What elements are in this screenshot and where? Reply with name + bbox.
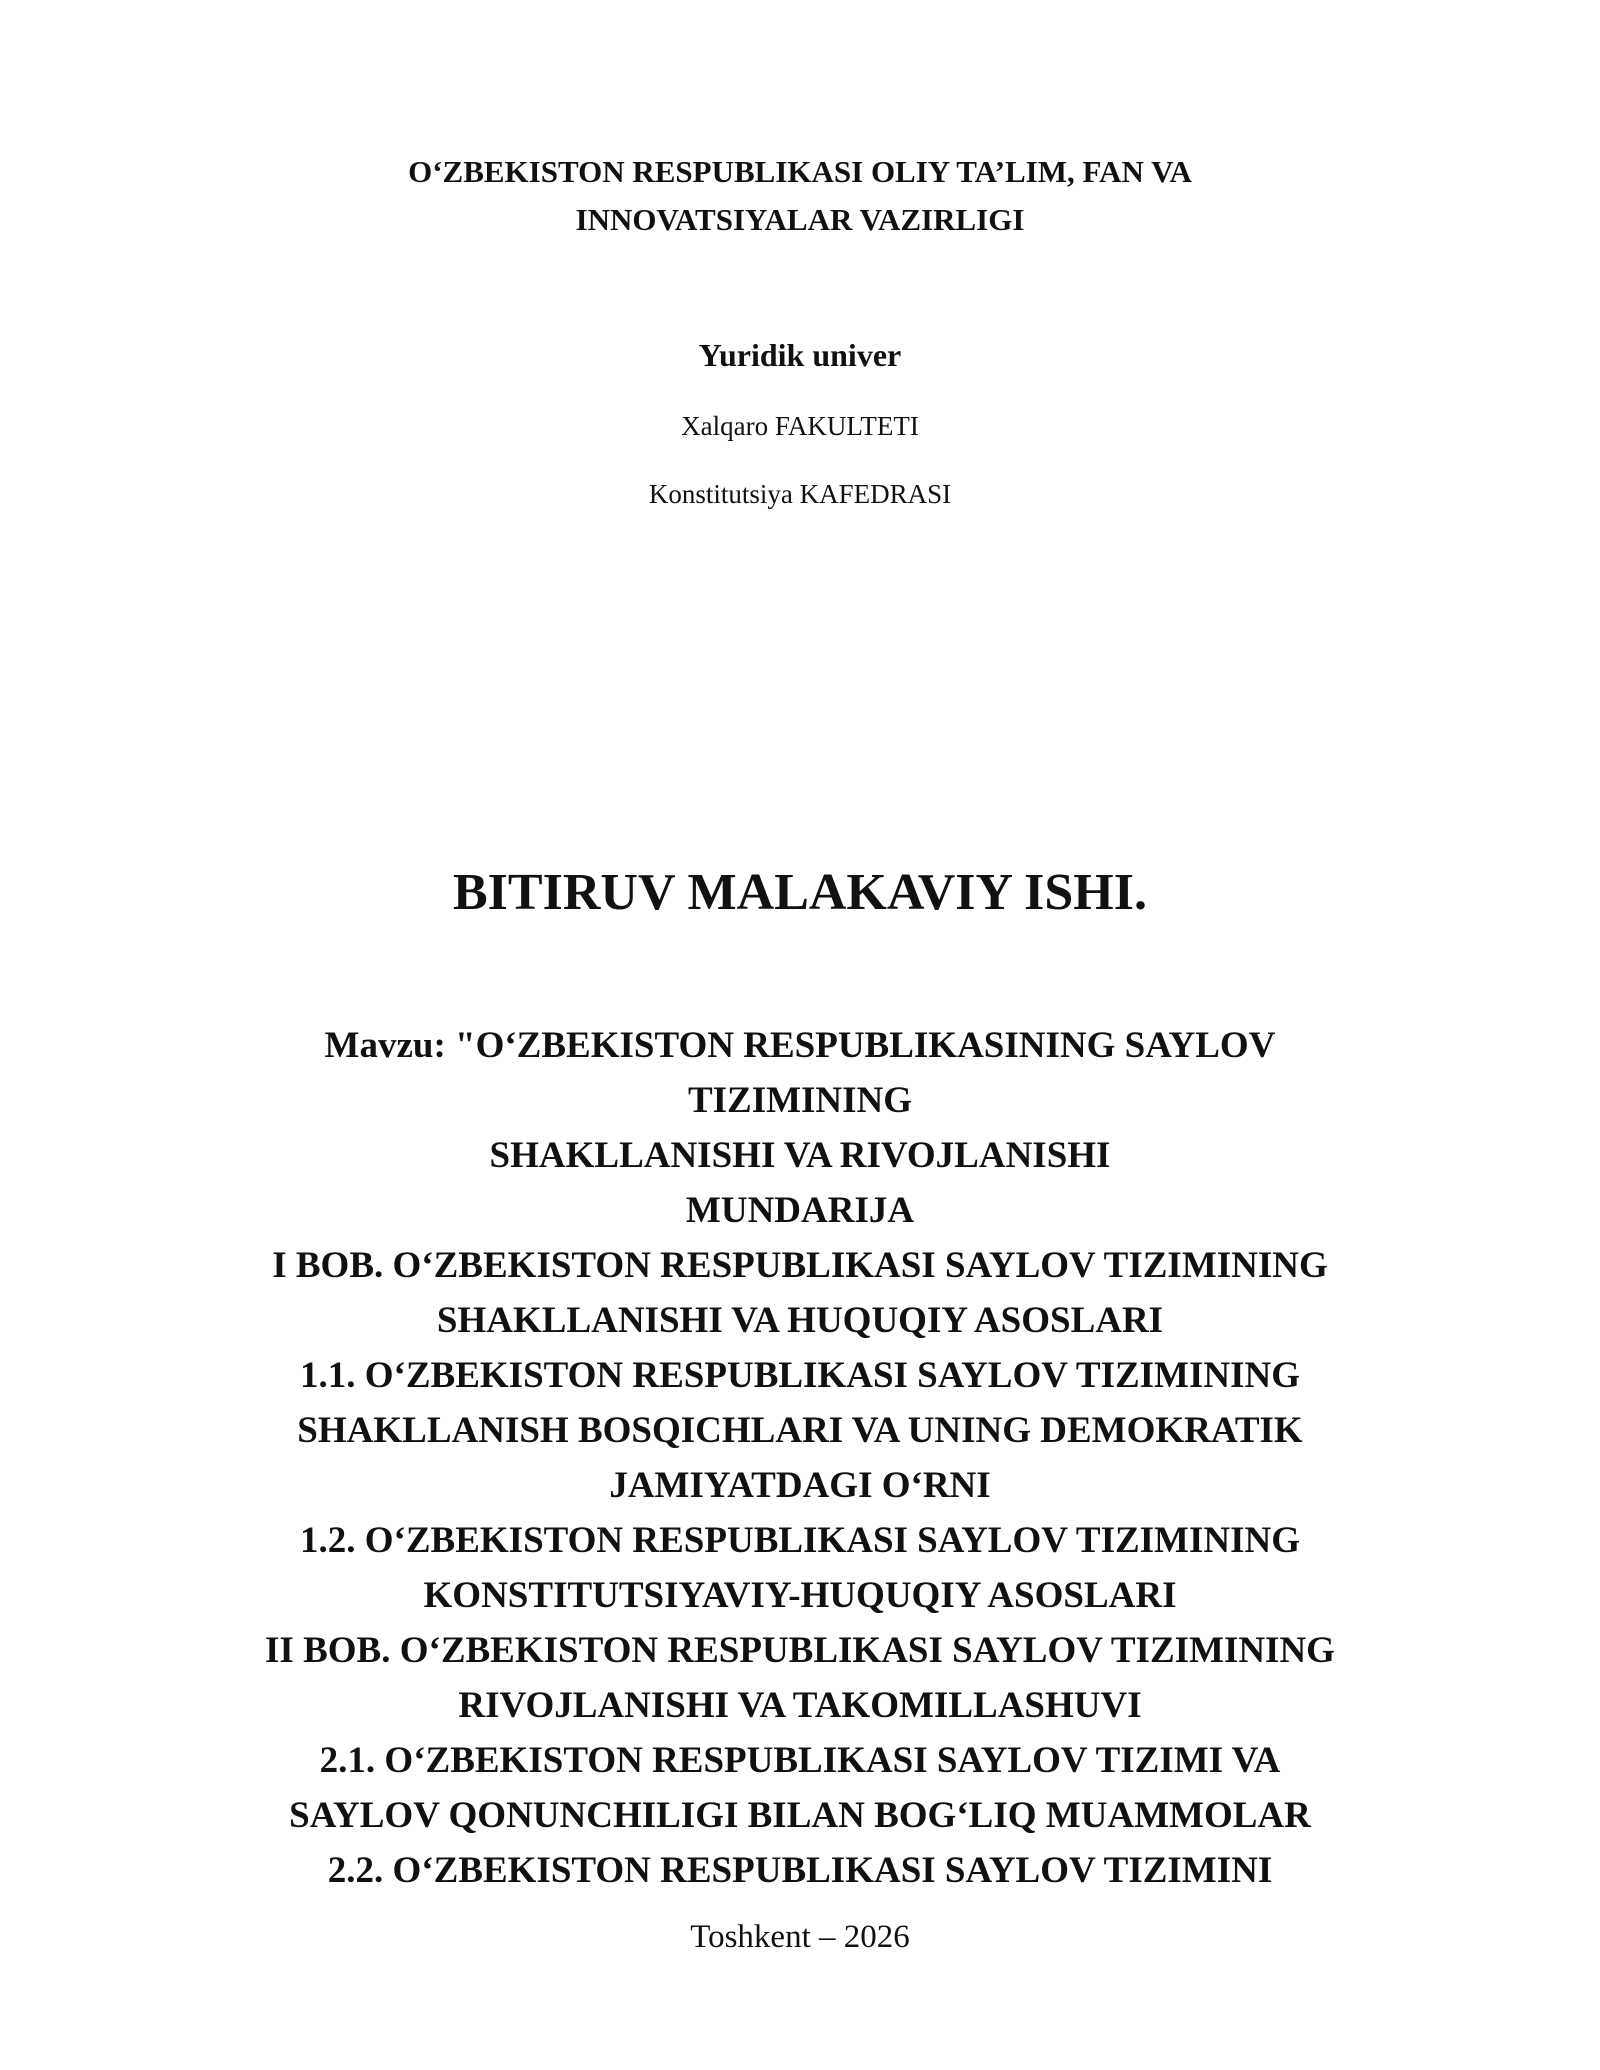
contents-line: 2.1. O‘ZBEKISTON RESPUBLIKASI SAYLOV TIZIMI VA [319, 1740, 1281, 1781]
contents-line: KONSTITUTSIYAVIY-HUQUQIY ASOSLARI [423, 1575, 1177, 1616]
contents-heading: MUNDARIJA [685, 1190, 915, 1231]
contents-line: RIVOJLANISHI VA TAKOMILLASHUVI [458, 1685, 1142, 1726]
city-year-footer: Toshkent – 2026 [690, 1919, 910, 1955]
faculty-name: Xalqaro FAKULTETI [681, 411, 919, 441]
contents-line: II BOB. O‘ZBEKISTON RESPUBLIKASI SAYLOV TIZIMINING [265, 1630, 1335, 1671]
contents-line: SAYLOV QONUNCHILIGI BILAN BOG‘LIQ MUAMMOLAR [289, 1795, 1311, 1836]
ministry-line-2: INNOVATSIYALAR VAZIRLIGI [575, 202, 1025, 237]
ministry-line-1: O‘ZBEKISTON RESPUBLIKASI OLIY TA’LIM, FAN VA [408, 154, 1192, 189]
contents-line: Mavzu: "O‘ZBEKISTON RESPUBLIKASINING SAYLOV [324, 1025, 1276, 1066]
ministry-heading [0, 148, 1600, 244]
document-title: BITIRUV MALAKAVIY ISHI. [453, 864, 1147, 921]
contents-line: SHAKLLANISH BOSQICHLARI VA UNING DEMOKRATIK [297, 1410, 1303, 1451]
contents-line: SHAKLLANISHI VA RIVOJLANISHI [489, 1135, 1111, 1176]
contents-line: TIZIMINING [687, 1080, 913, 1121]
topic-and-contents [0, 1018, 1600, 1898]
contents-line: 1.2. O‘ZBEKISTON RESPUBLIKASI SAYLOV TIZIMINING [300, 1520, 1300, 1561]
contents-line: 2.2. O‘ZBEKISTON RESPUBLIKASI SAYLOV TIZIMINI [327, 1850, 1273, 1891]
contents-line: 1.1. O‘ZBEKISTON RESPUBLIKASI SAYLOV TIZIMINING [300, 1355, 1300, 1396]
contents-line: I BOB. O‘ZBEKISTON RESPUBLIKASI SAYLOV TIZIMINING [272, 1245, 1328, 1286]
contents-line: SHAKLLANISHI VA HUQUQIY ASOSLARI [436, 1300, 1164, 1341]
department-name: Konstitutsiya KAFEDRASI [648, 479, 952, 509]
contents-line: JAMIYATDAGI O‘RNI [609, 1465, 991, 1506]
university-name: Yuridik univer [698, 337, 902, 373]
